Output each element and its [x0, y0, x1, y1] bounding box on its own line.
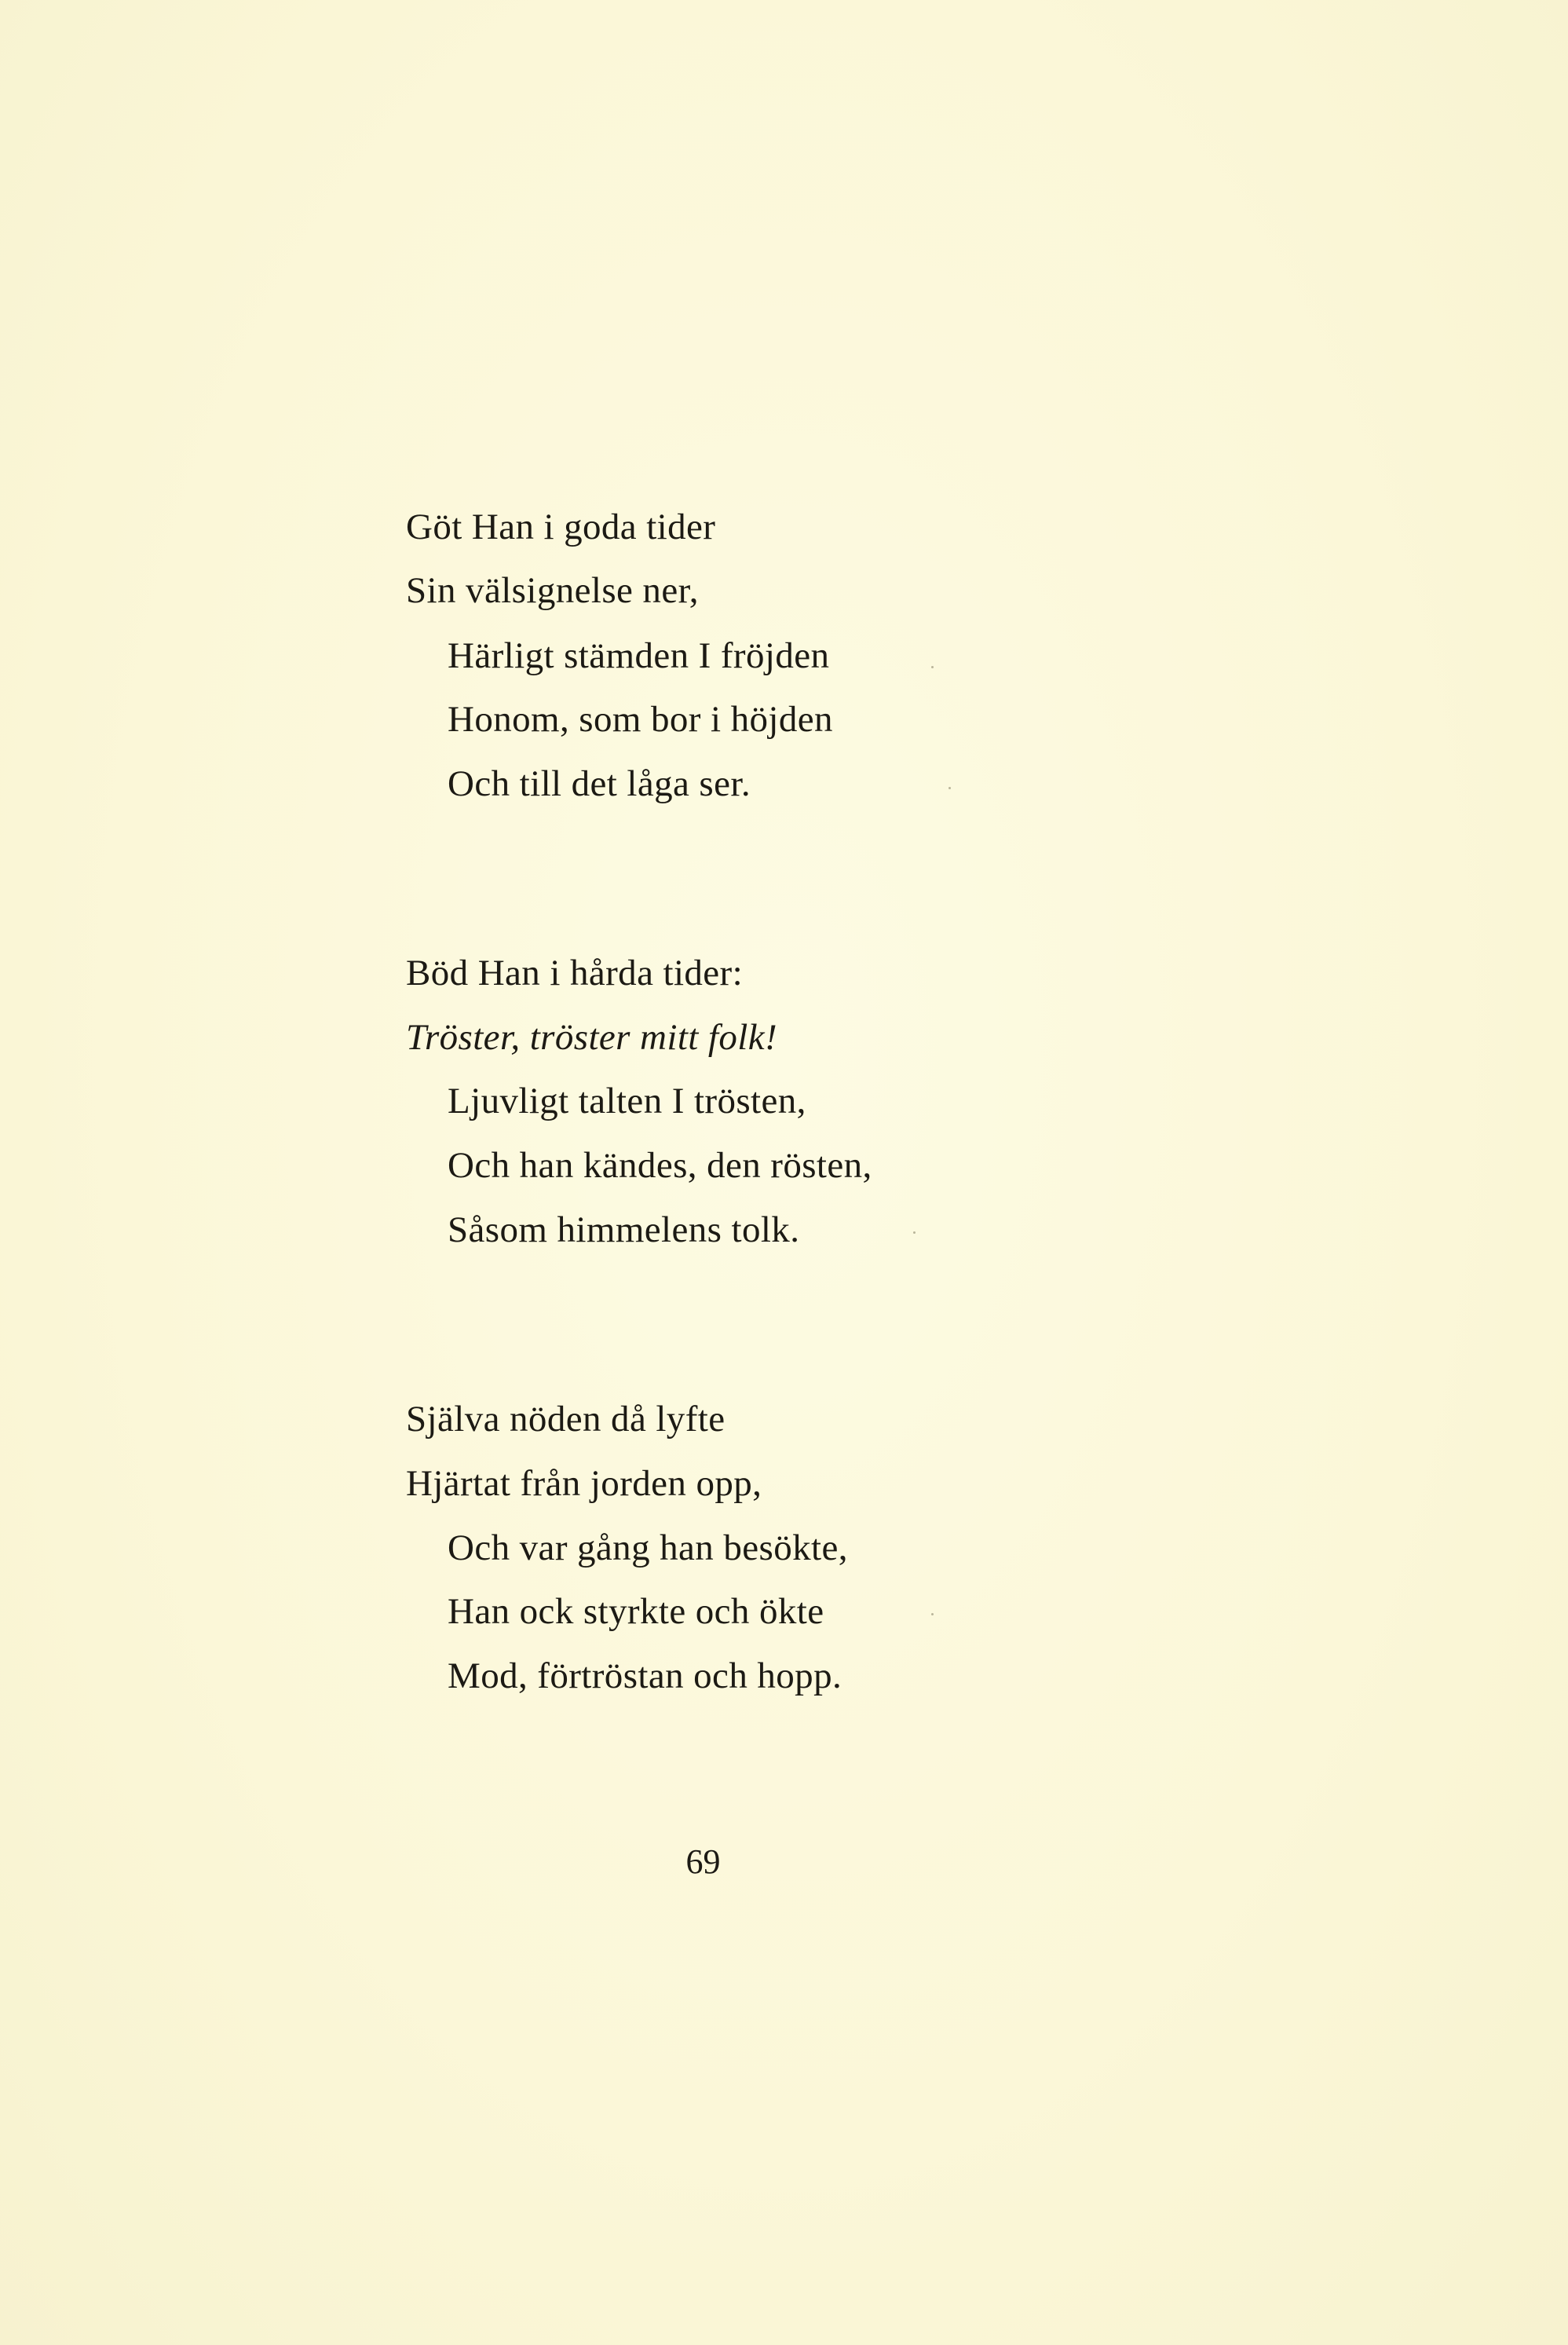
poem-line: Ljuvligt talten I trösten,	[448, 1081, 806, 1121]
poem-line: Honom, som bor i höjden	[448, 699, 833, 740]
paper-speck	[931, 666, 934, 668]
poem-line-italic: Tröster, tröster mitt folk!	[406, 1017, 778, 1058]
poem-line: Själva nöden då lyfte	[406, 1399, 726, 1440]
poem-line: Böd Han i hårda tider:	[406, 953, 744, 993]
poem-line: Mod, förtröstan och hopp.	[448, 1655, 842, 1696]
poem-line: Sin välsignelse ner,	[406, 570, 699, 611]
page-number-text: 69	[685, 1842, 721, 1881]
paper-speck	[931, 1613, 934, 1615]
poem-line: Härligt stämden I fröjden	[448, 635, 830, 676]
poem-line: Och till det låga ser.	[448, 763, 751, 804]
paper-speck	[948, 787, 951, 789]
poem-line: Och var gång han besökte,	[448, 1527, 848, 1568]
poem-line: Hjärtat från jorden opp,	[406, 1463, 762, 1504]
paper-speck	[913, 1231, 916, 1234]
page-number	[0, 1840, 1568, 1884]
poem-line: Såsom himmelens tolk.	[448, 1209, 800, 1250]
poem-line: Han ock styrkte och ökte	[448, 1591, 824, 1632]
poem-line: Göt Han i goda tider	[406, 507, 716, 547]
poem-line: Och han kändes, den rösten,	[448, 1145, 872, 1186]
